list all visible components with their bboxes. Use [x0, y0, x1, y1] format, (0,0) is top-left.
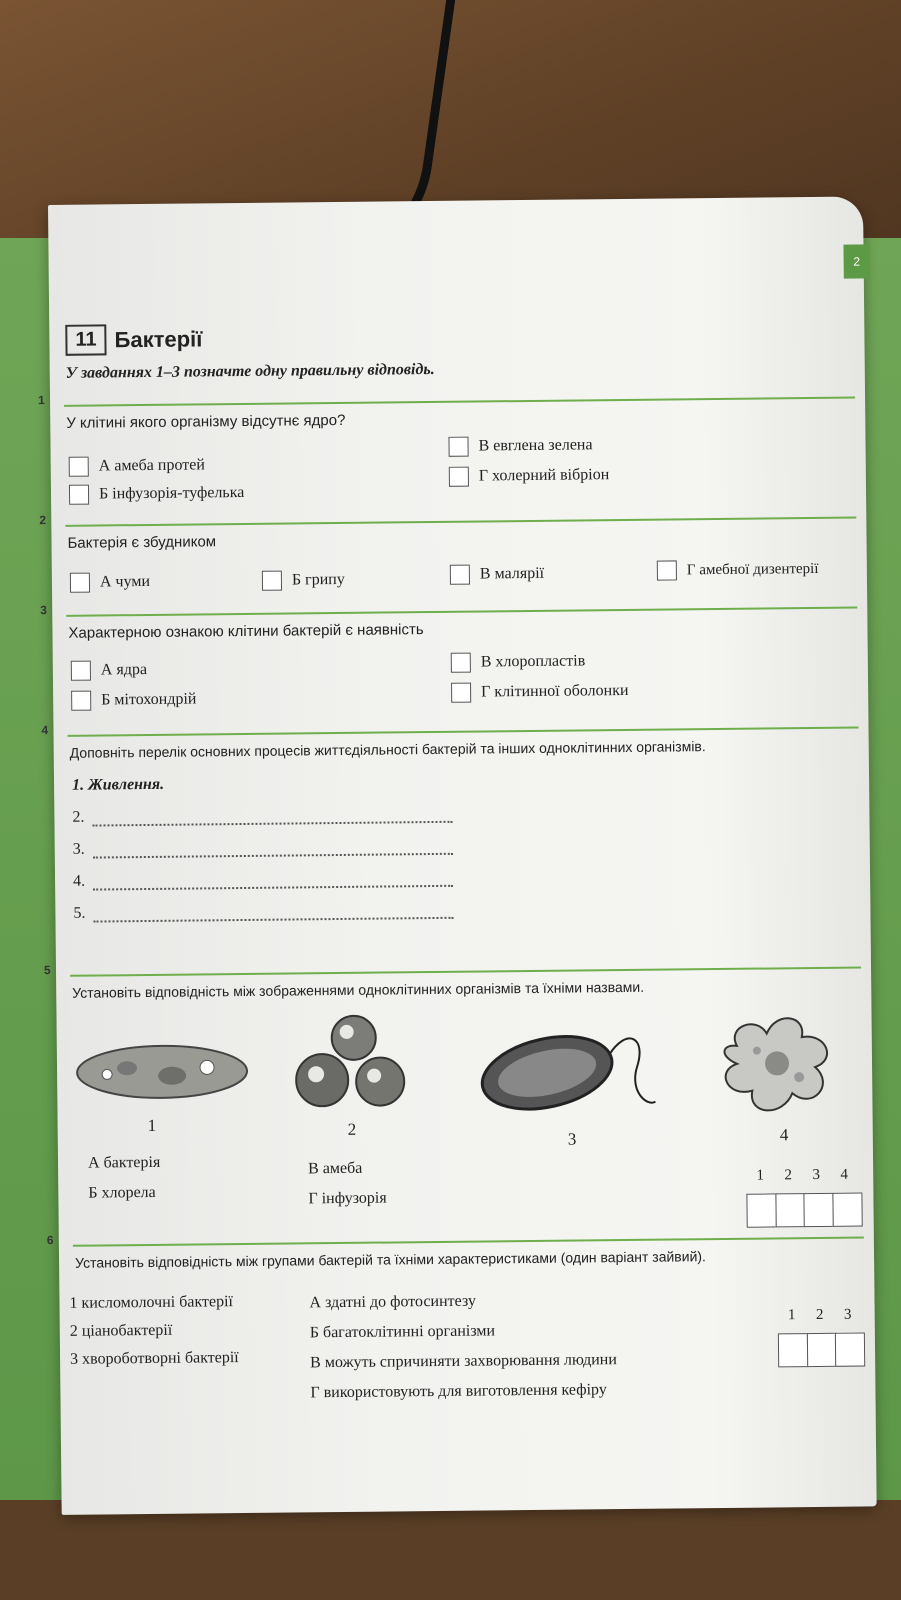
task-divider: [66, 607, 857, 617]
task-number: 4: [41, 723, 49, 738]
answer-cell-4[interactable]: [832, 1193, 862, 1227]
answer-line-4[interactable]: 4.: [73, 869, 453, 891]
paramecium-image: [67, 1031, 258, 1113]
answer-cell-2[interactable]: [806, 1333, 836, 1367]
checkbox[interactable]: [70, 573, 90, 593]
answer-cell-1[interactable]: [778, 1333, 808, 1367]
checkbox[interactable]: [71, 691, 91, 711]
option-b[interactable]: Б грипу: [262, 570, 345, 591]
option-a[interactable]: А амеба протей: [69, 455, 205, 476]
task-question: У клітині якого організму відсутнє ядро?: [66, 411, 346, 432]
checkbox[interactable]: [450, 565, 470, 585]
task-divider: [65, 517, 856, 527]
option-b[interactable]: Б мітохондрій: [71, 689, 196, 710]
group-2: 2 ціанобактерії: [69, 1321, 173, 1340]
task-number: 5: [43, 963, 51, 978]
option-g[interactable]: Г холерний вібріон: [449, 465, 610, 487]
checkbox[interactable]: [448, 437, 468, 457]
option-v[interactable]: В малярії: [450, 564, 544, 585]
answer-line-2[interactable]: 2.: [72, 805, 452, 827]
task-5: [43, 963, 871, 1208]
task-question: Установіть відповідність між групами бактерій та їхніми характеристиками (один варіант зайвий).: [74, 1248, 706, 1271]
answer-grid: [778, 1333, 864, 1368]
image-label-4: 4: [779, 1125, 789, 1145]
task-question: Бактерія є збудником: [67, 533, 217, 552]
option-a: А бактерія: [87, 1153, 161, 1172]
answer-line-1: 1. Живлення.: [71, 775, 165, 794]
lesson-number: 11: [65, 324, 106, 355]
characteristic-v: В можуть спричиняти захворювання людини: [310, 1351, 617, 1372]
characteristic-g: Г використовують для виготовлення кефіру: [310, 1381, 607, 1402]
task-1: [37, 393, 865, 503]
desk-bottom: [0, 1500, 901, 1600]
characteristic-a: А здатні до фотосинтезу: [309, 1292, 476, 1312]
answer-cell-1[interactable]: [746, 1193, 776, 1227]
checkbox[interactable]: [657, 560, 677, 580]
task-number: 6: [46, 1232, 54, 1248]
option-v[interactable]: В евглена зелена: [448, 435, 592, 457]
characteristic-b: Б багатоклітинні організми: [309, 1322, 496, 1342]
answer-grid-headers: 1 2 3 4: [756, 1166, 849, 1184]
checkbox[interactable]: [69, 485, 89, 505]
option-b: Б хлорела: [88, 1183, 156, 1202]
task-6: [46, 1232, 874, 1402]
answer-grid-headers: 1 2 3: [787, 1306, 852, 1324]
task-2: [39, 513, 866, 591]
answer-cell-3[interactable]: [803, 1193, 833, 1227]
option-v: В амеба: [308, 1159, 363, 1178]
task-question: Доповніть перелік основних процесів життєдіяльності бактерій та інших одноклітинних організмів.: [69, 738, 706, 761]
task-divider: [64, 397, 855, 407]
option-a[interactable]: А чуми: [70, 572, 150, 593]
image-label-3: 3: [567, 1129, 577, 1149]
group-3: 3 хвороботворні бактерії: [70, 1349, 239, 1368]
answer-cell-3[interactable]: [835, 1333, 865, 1367]
answer-cell-2[interactable]: [775, 1193, 805, 1227]
lesson-header: [65, 323, 202, 355]
image-label-1: 1: [147, 1115, 157, 1136]
task-question: Установіть відповідність між зображеннями одноклітинних організмів та їхніми назвами.: [72, 978, 645, 1001]
task-number: 2: [39, 513, 47, 528]
task-3: [40, 603, 867, 709]
checkbox[interactable]: [451, 683, 471, 703]
chlorella-image: [291, 1009, 422, 1120]
instruction: У завданнях 1–3 позначте одну правильну відповідь.: [65, 360, 435, 382]
lesson-title: Бактерії: [114, 325, 203, 352]
checkbox[interactable]: [449, 467, 469, 487]
image-label-2: 2: [347, 1119, 357, 1139]
task-divider: [70, 967, 861, 977]
task-number: 3: [40, 603, 48, 618]
checkbox[interactable]: [451, 653, 471, 673]
option-g: Г інфузорія: [308, 1189, 387, 1208]
task-number: 1: [37, 393, 45, 408]
option-g[interactable]: Г клітинної оболонки: [451, 681, 629, 703]
checkbox[interactable]: [69, 457, 89, 477]
checkbox[interactable]: [262, 571, 282, 591]
group-1: 1 кисломолочні бактерії: [69, 1293, 234, 1312]
task-question: Характерною ознакою клітини бактерій є наявність: [68, 621, 424, 642]
bacterium-image: [477, 1017, 668, 1119]
checkbox[interactable]: [71, 661, 91, 681]
answer-line-5[interactable]: 5.: [73, 901, 453, 923]
answer-grid: [746, 1193, 860, 1228]
task-divider: [68, 727, 859, 737]
amoeba-image: [706, 1005, 847, 1126]
task-4: [41, 723, 869, 922]
option-g[interactable]: Г амебної дизентерії: [657, 559, 819, 581]
answer-line-3[interactable]: 3.: [73, 837, 453, 859]
task-divider: [73, 1237, 864, 1247]
option-a[interactable]: А ядра: [71, 660, 147, 681]
option-b[interactable]: Б інфузорія-туфелька: [69, 483, 244, 505]
workbook-page: [37, 196, 877, 1514]
option-v[interactable]: В хлоропластів: [451, 651, 586, 672]
page-number: 2: [843, 244, 869, 278]
